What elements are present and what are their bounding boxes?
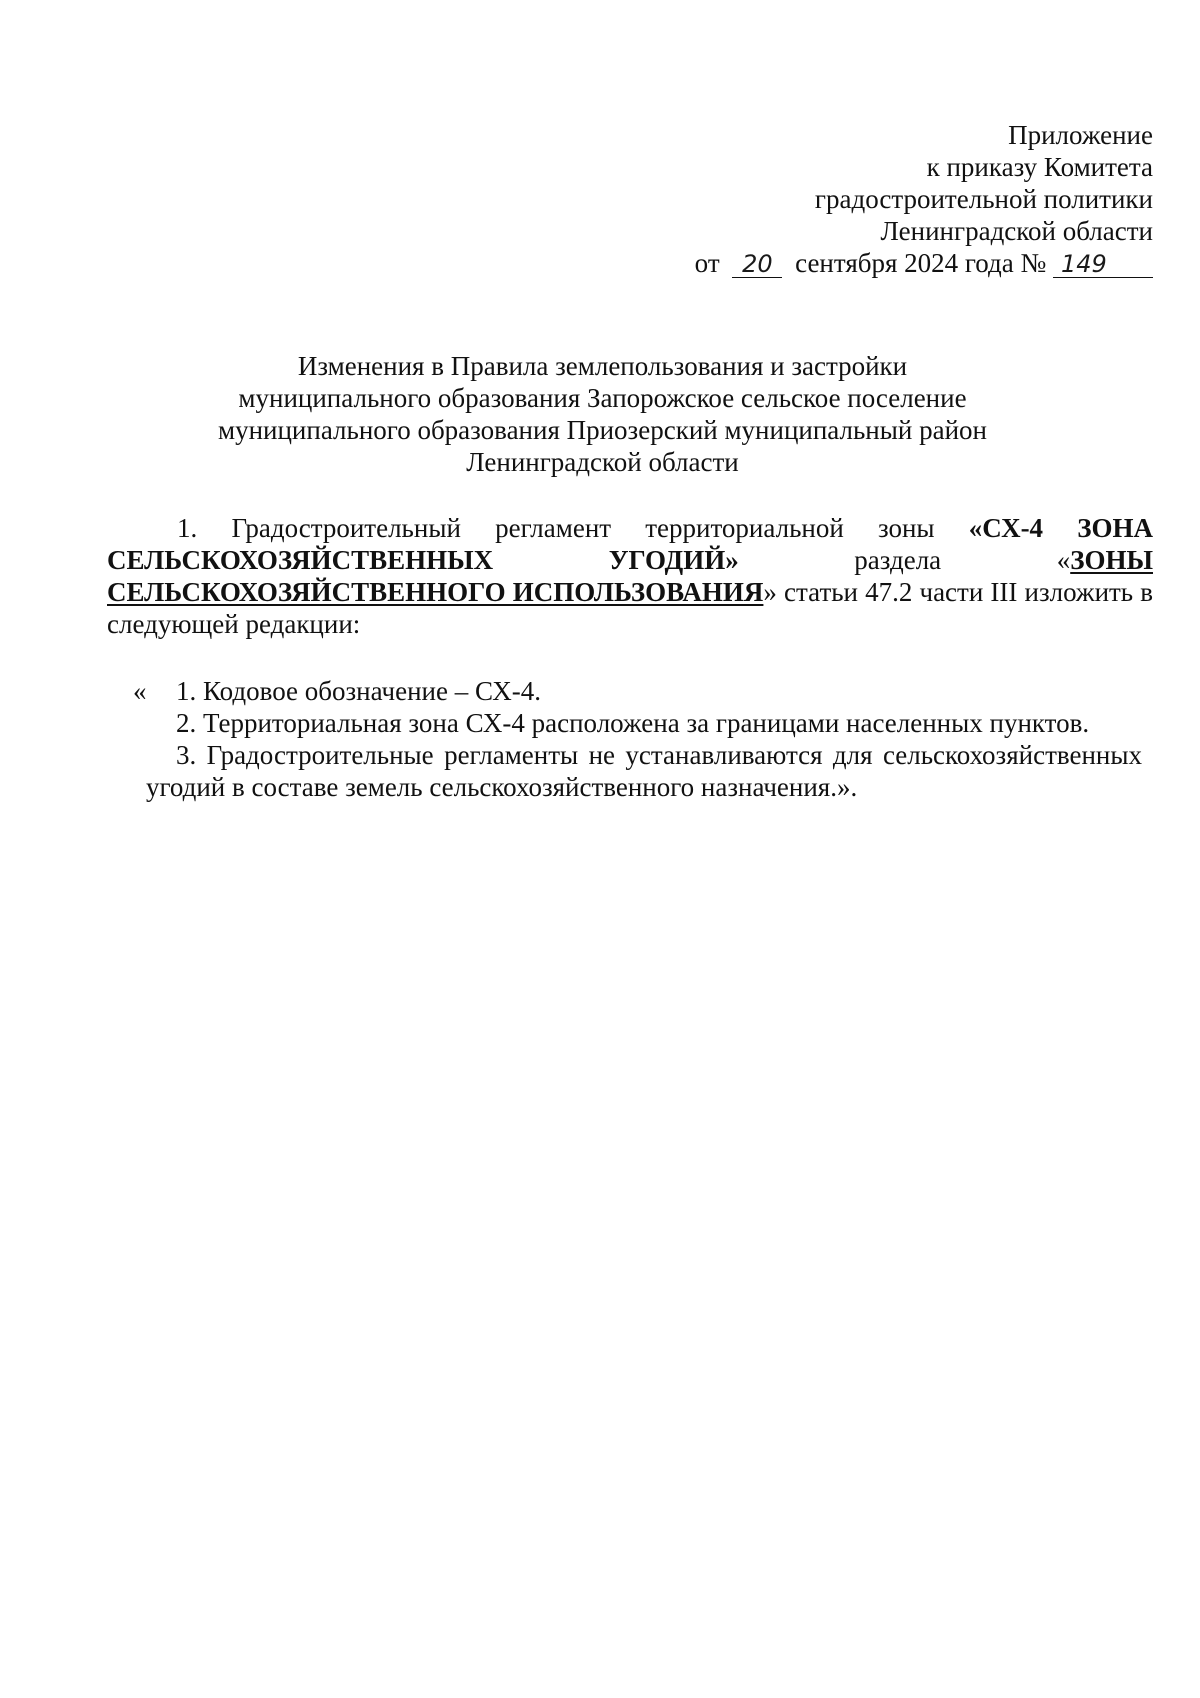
order-reference: к приказу Комитета — [926, 152, 1153, 182]
region-name: Ленинградской области — [880, 216, 1153, 246]
title-line-1: Изменения в Правила землепользования и застройки — [297, 351, 908, 381]
date-prefix: от — [694, 248, 720, 278]
appendix-header — [593, 119, 1153, 279]
paragraph-1-tail: » статьи 47.2 части III изложить в следующей редакции: — [107, 577, 1153, 639]
title-line-3: муниципального образования Приозерский муниципальный район — [218, 415, 987, 445]
section-name: ЗОНЫ СЕЛЬСКОХОЗЯЙСТВЕННОГО ИСПОЛЬЗОВАНИЯ — [107, 545, 1153, 607]
order-date-line — [593, 247, 1153, 279]
list-item: 3. Градостроительные регламенты не устанавливаются для сельскохозяйственных угодий в составе земель сельскохозяйственного назначения.». — [146, 740, 1142, 802]
committee-name: градостроительной политики — [814, 184, 1153, 214]
handwritten-order-number: 149 — [1053, 251, 1153, 278]
appendix-label: Приложение — [1008, 120, 1153, 150]
title-line-2: муниципального образования Запорожское сельское поселение — [238, 383, 967, 413]
paragraph-1-lead: 1. Градостроительный регламент территориальной зоны — [177, 513, 969, 543]
zone-name: «СХ-4 ЗОНА СЕЛЬСКОХОЗЯЙСТВЕННЫХ УГОДИЙ» — [107, 513, 1153, 575]
section-word: раздела « — [738, 545, 1071, 575]
paragraph-1 — [107, 512, 1153, 640]
quoted-list — [133, 675, 1142, 803]
date-text: сентября 2024 года № — [795, 248, 1047, 278]
list-item: 2. Территориальная зона СХ-4 расположена за границами населенных пунктов. — [176, 708, 1090, 738]
handwritten-day: 20 — [732, 251, 782, 278]
document-title — [130, 350, 1075, 478]
list-item: 1. Кодовое обозначение – СХ-4. — [176, 676, 542, 706]
title-line-4: Ленинградской области — [466, 447, 739, 477]
open-quote-mark: « — [133, 676, 147, 706]
